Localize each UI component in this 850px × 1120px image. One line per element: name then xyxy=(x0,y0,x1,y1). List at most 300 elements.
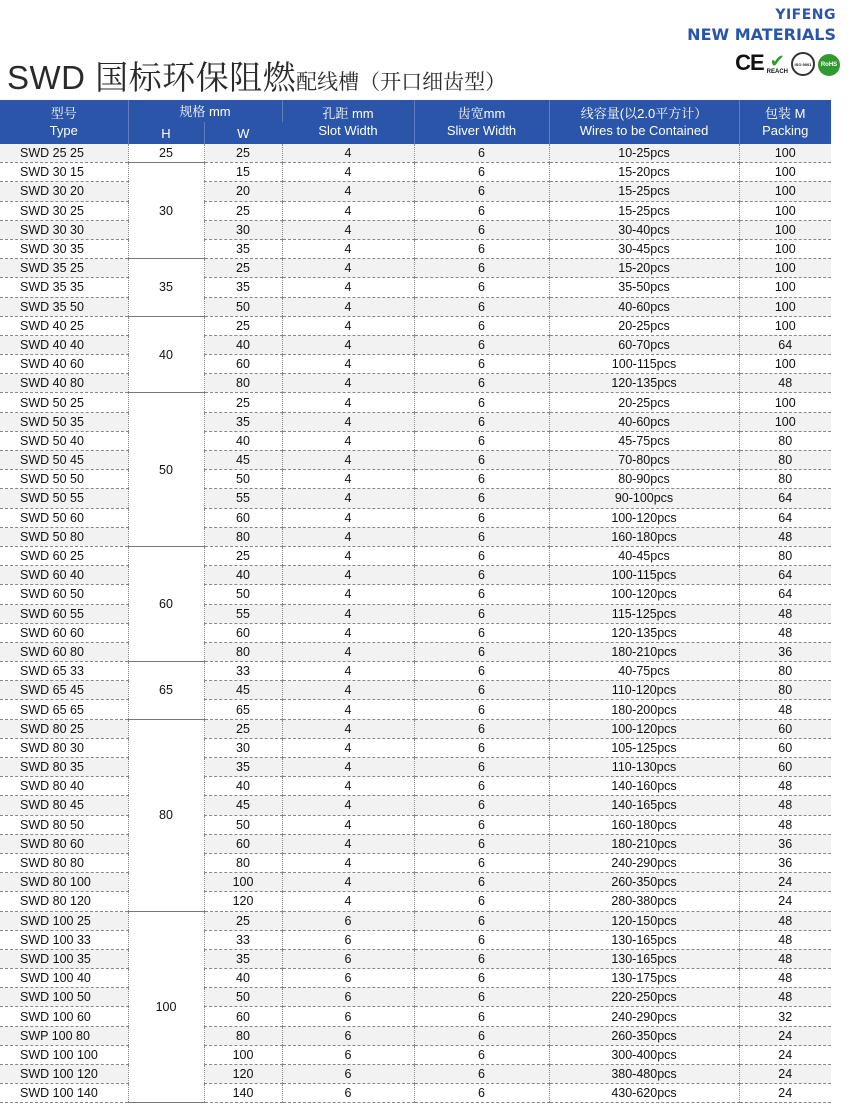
cell-w: 25 xyxy=(204,316,282,335)
brand-line2: NEW MATERIALS xyxy=(687,25,836,44)
table-row xyxy=(0,163,831,182)
cell-sliver: 6 xyxy=(414,508,549,527)
cell-type: SWD 50 40 xyxy=(0,431,128,450)
col-header-packing: 包装 M Packing xyxy=(739,100,831,144)
cell-sliver: 6 xyxy=(414,412,549,431)
table-row xyxy=(0,815,831,834)
cell-w: 55 xyxy=(204,604,282,623)
cell-wires: 380-480pcs xyxy=(549,1065,739,1084)
cell-pack: 100 xyxy=(739,412,831,431)
cell-w: 50 xyxy=(204,585,282,604)
cell-w: 15 xyxy=(204,163,282,182)
cell-pack: 80 xyxy=(739,662,831,681)
cell-wires: 15-25pcs xyxy=(549,182,739,201)
cell-slot: 4 xyxy=(282,393,414,412)
cell-wires: 160-180pcs xyxy=(549,527,739,546)
table-row xyxy=(0,988,831,1007)
cell-wires: 35-50pcs xyxy=(549,278,739,297)
table-row xyxy=(0,911,831,930)
cell-sliver: 6 xyxy=(414,969,549,988)
cell-type: SWD 60 50 xyxy=(0,585,128,604)
table-row xyxy=(0,1045,831,1064)
cell-pack: 24 xyxy=(739,1084,831,1103)
cell-wires: 60-70pcs xyxy=(549,335,739,354)
cell-pack: 36 xyxy=(739,853,831,872)
col-header-w: W xyxy=(204,122,282,144)
ce-mark-icon: CE xyxy=(735,50,764,75)
cell-pack: 100 xyxy=(739,259,831,278)
cell-sliver: 6 xyxy=(414,316,549,335)
cell-w: 33 xyxy=(204,662,282,681)
brand-logo xyxy=(687,7,836,44)
cell-sliver: 6 xyxy=(414,623,549,642)
cell-wires: 130-165pcs xyxy=(549,930,739,949)
table-row xyxy=(0,796,831,815)
cell-h-group: 35 xyxy=(128,259,204,317)
cell-slot: 6 xyxy=(282,911,414,930)
col-header-sliver: 齿宽mm Sliver Width xyxy=(414,100,549,144)
cell-wires: 180-200pcs xyxy=(549,700,739,719)
cell-pack: 48 xyxy=(739,988,831,1007)
cell-w: 35 xyxy=(204,758,282,777)
cell-sliver: 6 xyxy=(414,930,549,949)
cell-type: SWD 50 80 xyxy=(0,527,128,546)
cell-type: SWD 35 35 xyxy=(0,278,128,297)
cell-type: SWD 65 65 xyxy=(0,700,128,719)
cell-h-group: 30 xyxy=(128,163,204,259)
cell-wires: 20-25pcs xyxy=(549,316,739,335)
cell-type: SWD 80 35 xyxy=(0,758,128,777)
cell-wires: 280-380pcs xyxy=(549,892,739,911)
table-row xyxy=(0,566,831,585)
cell-sliver: 6 xyxy=(414,489,549,508)
cell-sliver: 6 xyxy=(414,815,549,834)
table-row xyxy=(0,700,831,719)
cell-type: SWD 60 40 xyxy=(0,566,128,585)
cell-type: SWD 30 15 xyxy=(0,163,128,182)
cell-type: SWD 80 120 xyxy=(0,892,128,911)
title-main: SWD 国标环保阻燃 xyxy=(7,59,297,96)
cell-wires: 105-125pcs xyxy=(549,738,739,757)
cell-w: 45 xyxy=(204,796,282,815)
cell-wires: 110-120pcs xyxy=(549,681,739,700)
cell-pack: 100 xyxy=(739,201,831,220)
table-row xyxy=(0,316,831,335)
cell-w: 80 xyxy=(204,527,282,546)
cell-pack: 48 xyxy=(739,969,831,988)
cell-w: 65 xyxy=(204,700,282,719)
cell-type: SWD 100 35 xyxy=(0,949,128,968)
cell-w: 40 xyxy=(204,431,282,450)
cell-w: 50 xyxy=(204,470,282,489)
cell-sliver: 6 xyxy=(414,355,549,374)
cell-slot: 4 xyxy=(282,374,414,393)
cell-w: 35 xyxy=(204,412,282,431)
cell-wires: 100-115pcs xyxy=(549,355,739,374)
table-row xyxy=(0,719,831,738)
cell-w: 40 xyxy=(204,777,282,796)
cell-wires: 30-40pcs xyxy=(549,220,739,239)
cell-type: SWD 25 25 xyxy=(0,144,128,163)
cell-slot: 4 xyxy=(282,412,414,431)
reach-icon: ✔ REACH xyxy=(766,51,788,75)
cell-w: 45 xyxy=(204,681,282,700)
cell-sliver: 6 xyxy=(414,949,549,968)
cell-slot: 4 xyxy=(282,662,414,681)
cell-w: 100 xyxy=(204,873,282,892)
cell-type: SWD 80 25 xyxy=(0,719,128,738)
cell-wires: 240-290pcs xyxy=(549,1007,739,1026)
cell-pack: 80 xyxy=(739,431,831,450)
cell-type: SWD 60 60 xyxy=(0,623,128,642)
cell-type: SWD 40 25 xyxy=(0,316,128,335)
table-row xyxy=(0,412,831,431)
cell-type: SWD 40 60 xyxy=(0,355,128,374)
cell-wires: 120-150pcs xyxy=(549,911,739,930)
cell-w: 80 xyxy=(204,1026,282,1045)
cell-sliver: 6 xyxy=(414,585,549,604)
cell-wires: 100-115pcs xyxy=(549,566,739,585)
cell-pack: 60 xyxy=(739,758,831,777)
table-row xyxy=(0,144,831,163)
cell-w: 120 xyxy=(204,892,282,911)
cell-pack: 36 xyxy=(739,834,831,853)
table-row xyxy=(0,949,831,968)
table-row xyxy=(0,374,831,393)
cell-sliver: 6 xyxy=(414,738,549,757)
cell-pack: 80 xyxy=(739,451,831,470)
cell-slot: 4 xyxy=(282,796,414,815)
cell-slot: 4 xyxy=(282,873,414,892)
cell-w: 35 xyxy=(204,949,282,968)
cell-w: 25 xyxy=(204,393,282,412)
table-row xyxy=(0,604,831,623)
cell-slot: 4 xyxy=(282,527,414,546)
table-row xyxy=(0,642,831,661)
cell-sliver: 6 xyxy=(414,201,549,220)
cell-slot: 4 xyxy=(282,316,414,335)
cell-slot: 4 xyxy=(282,201,414,220)
brand-line1: YIFENG xyxy=(775,7,836,23)
cell-sliver: 6 xyxy=(414,566,549,585)
cell-type: SWD 100 40 xyxy=(0,969,128,988)
cell-wires: 80-90pcs xyxy=(549,470,739,489)
cell-wires: 15-20pcs xyxy=(549,259,739,278)
cell-type: SWD 50 25 xyxy=(0,393,128,412)
cell-sliver: 6 xyxy=(414,1084,549,1103)
cell-sliver: 6 xyxy=(414,892,549,911)
cell-w: 25 xyxy=(204,546,282,565)
cell-pack: 64 xyxy=(739,585,831,604)
cell-sliver: 6 xyxy=(414,546,549,565)
cell-pack: 48 xyxy=(739,930,831,949)
cell-slot: 4 xyxy=(282,278,414,297)
table-row xyxy=(0,489,831,508)
table-row xyxy=(0,853,831,872)
cell-type: SWD 100 25 xyxy=(0,911,128,930)
cell-type: SWD 100 140 xyxy=(0,1084,128,1103)
cell-wires: 15-20pcs xyxy=(549,163,739,182)
cell-wires: 90-100pcs xyxy=(549,489,739,508)
cell-sliver: 6 xyxy=(414,988,549,1007)
cell-wires: 30-45pcs xyxy=(549,239,739,258)
cell-w: 60 xyxy=(204,355,282,374)
cell-pack: 100 xyxy=(739,393,831,412)
cell-type: SWD 100 60 xyxy=(0,1007,128,1026)
cell-wires: 45-75pcs xyxy=(549,431,739,450)
cell-type: SWD 50 35 xyxy=(0,412,128,431)
table-row xyxy=(0,259,831,278)
table-row xyxy=(0,451,831,470)
cell-wires: 180-210pcs xyxy=(549,642,739,661)
certification-marks xyxy=(735,50,840,76)
cell-pack: 100 xyxy=(739,163,831,182)
cell-wires: 70-80pcs xyxy=(549,451,739,470)
cell-wires: 40-75pcs xyxy=(549,662,739,681)
cell-type: SWD 80 100 xyxy=(0,873,128,892)
cell-pack: 48 xyxy=(739,374,831,393)
cell-w: 35 xyxy=(204,278,282,297)
cell-sliver: 6 xyxy=(414,182,549,201)
cell-sliver: 6 xyxy=(414,834,549,853)
cell-type: SWD 35 50 xyxy=(0,297,128,316)
cell-h-group: 100 xyxy=(128,911,204,1103)
table-row xyxy=(0,278,831,297)
cell-slot: 4 xyxy=(282,470,414,489)
cell-slot: 4 xyxy=(282,297,414,316)
cell-pack: 100 xyxy=(739,297,831,316)
table-row xyxy=(0,431,831,450)
cell-slot: 4 xyxy=(282,853,414,872)
cell-slot: 4 xyxy=(282,335,414,354)
cell-pack: 100 xyxy=(739,355,831,374)
cell-type: SWD 80 80 xyxy=(0,853,128,872)
cell-wires: 130-175pcs xyxy=(549,969,739,988)
col-header-h: H xyxy=(128,122,204,144)
cell-sliver: 6 xyxy=(414,144,549,163)
cell-pack: 24 xyxy=(739,1065,831,1084)
rohs-icon xyxy=(818,54,840,76)
cell-slot: 4 xyxy=(282,566,414,585)
table-row xyxy=(0,585,831,604)
page-title xyxy=(7,52,506,99)
cell-slot: 6 xyxy=(282,1045,414,1064)
table-row xyxy=(0,1065,831,1084)
cell-pack: 24 xyxy=(739,873,831,892)
cell-wires: 10-25pcs xyxy=(549,144,739,163)
cell-type: SWD 40 80 xyxy=(0,374,128,393)
cell-sliver: 6 xyxy=(414,470,549,489)
title-sub: 配线槽（开口细齿型） xyxy=(296,71,507,94)
cell-sliver: 6 xyxy=(414,297,549,316)
cell-slot: 4 xyxy=(282,546,414,565)
cell-type: SWD 80 40 xyxy=(0,777,128,796)
col-header-wires: 线容量(以2.0平方计） Wires to be Contained xyxy=(549,100,739,144)
cell-pack: 24 xyxy=(739,1045,831,1064)
cell-w: 100 xyxy=(204,1045,282,1064)
cell-w: 40 xyxy=(204,566,282,585)
cell-slot: 6 xyxy=(282,969,414,988)
cell-slot: 6 xyxy=(282,1007,414,1026)
table-row xyxy=(0,873,831,892)
cell-wires: 140-160pcs xyxy=(549,777,739,796)
cell-pack: 48 xyxy=(739,911,831,930)
cell-sliver: 6 xyxy=(414,604,549,623)
cell-pack: 48 xyxy=(739,527,831,546)
table-row xyxy=(0,393,831,412)
cell-h-group: 25 xyxy=(128,144,204,163)
cell-slot: 6 xyxy=(282,1026,414,1045)
cell-wires: 100-120pcs xyxy=(549,585,739,604)
cell-w: 60 xyxy=(204,508,282,527)
cell-type: SWD 30 30 xyxy=(0,220,128,239)
cell-slot: 4 xyxy=(282,220,414,239)
cell-pack: 60 xyxy=(739,738,831,757)
cell-pack: 48 xyxy=(739,796,831,815)
cell-pack: 64 xyxy=(739,508,831,527)
table-row xyxy=(0,527,831,546)
cell-slot: 6 xyxy=(282,1065,414,1084)
cell-wires: 130-165pcs xyxy=(549,949,739,968)
table-row xyxy=(0,892,831,911)
cell-type: SWD 30 25 xyxy=(0,201,128,220)
table-row xyxy=(0,930,831,949)
table-row xyxy=(0,681,831,700)
cell-wires: 40-60pcs xyxy=(549,297,739,316)
cell-wires: 15-25pcs xyxy=(549,201,739,220)
cell-slot: 4 xyxy=(282,758,414,777)
table-row xyxy=(0,470,831,489)
cell-wires: 140-165pcs xyxy=(549,796,739,815)
cell-type: SWD 50 50 xyxy=(0,470,128,489)
cell-slot: 4 xyxy=(282,719,414,738)
cell-w: 80 xyxy=(204,853,282,872)
cell-type: SWD 60 80 xyxy=(0,642,128,661)
cell-pack: 48 xyxy=(739,815,831,834)
cell-pack: 80 xyxy=(739,546,831,565)
cell-sliver: 6 xyxy=(414,163,549,182)
cell-type: SWD 65 33 xyxy=(0,662,128,681)
cell-w: 140 xyxy=(204,1084,282,1103)
cell-wires: 160-180pcs xyxy=(549,815,739,834)
cell-h-group: 65 xyxy=(128,662,204,720)
cell-wires: 240-290pcs xyxy=(549,853,739,872)
cell-slot: 6 xyxy=(282,1084,414,1103)
cell-sliver: 6 xyxy=(414,700,549,719)
cell-slot: 6 xyxy=(282,930,414,949)
cell-pack: 100 xyxy=(739,220,831,239)
cell-type: SWD 100 33 xyxy=(0,930,128,949)
table-row xyxy=(0,182,831,201)
cell-sliver: 6 xyxy=(414,220,549,239)
cell-slot: 4 xyxy=(282,777,414,796)
cell-pack: 80 xyxy=(739,470,831,489)
cell-slot: 4 xyxy=(282,738,414,757)
cell-sliver: 6 xyxy=(414,1065,549,1084)
cell-pack: 48 xyxy=(739,777,831,796)
cell-wires: 40-45pcs xyxy=(549,546,739,565)
cell-slot: 4 xyxy=(282,182,414,201)
table-row xyxy=(0,1084,831,1103)
cell-pack: 100 xyxy=(739,316,831,335)
cell-pack: 48 xyxy=(739,700,831,719)
table-row xyxy=(0,1026,831,1045)
cell-slot: 4 xyxy=(282,239,414,258)
cell-sliver: 6 xyxy=(414,642,549,661)
cell-sliver: 6 xyxy=(414,374,549,393)
cell-w: 50 xyxy=(204,815,282,834)
table-row xyxy=(0,777,831,796)
cell-type: SWD 60 25 xyxy=(0,546,128,565)
cell-w: 25 xyxy=(204,911,282,930)
cell-w: 25 xyxy=(204,719,282,738)
cell-wires: 100-120pcs xyxy=(549,508,739,527)
cell-type: SWD 30 35 xyxy=(0,239,128,258)
cell-type: SWD 80 60 xyxy=(0,834,128,853)
cell-sliver: 6 xyxy=(414,853,549,872)
cell-wires: 220-250pcs xyxy=(549,988,739,1007)
cell-type: SWD 50 45 xyxy=(0,451,128,470)
cell-sliver: 6 xyxy=(414,393,549,412)
cell-wires: 430-620pcs xyxy=(549,1084,739,1103)
cell-slot: 4 xyxy=(282,431,414,450)
cell-w: 30 xyxy=(204,220,282,239)
cell-sliver: 6 xyxy=(414,335,549,354)
table-row xyxy=(0,546,831,565)
cell-w: 60 xyxy=(204,623,282,642)
cell-type: SWD 100 120 xyxy=(0,1065,128,1084)
cell-slot: 4 xyxy=(282,451,414,470)
cell-wires: 120-135pcs xyxy=(549,374,739,393)
cell-sliver: 6 xyxy=(414,681,549,700)
cell-wires: 260-350pcs xyxy=(549,873,739,892)
cell-pack: 24 xyxy=(739,892,831,911)
cell-slot: 4 xyxy=(282,144,414,163)
cell-sliver: 6 xyxy=(414,796,549,815)
cell-wires: 300-400pcs xyxy=(549,1045,739,1064)
cell-wires: 260-350pcs xyxy=(549,1026,739,1045)
cell-pack: 80 xyxy=(739,681,831,700)
cell-wires: 110-130pcs xyxy=(549,758,739,777)
cell-type: SWD 65 45 xyxy=(0,681,128,700)
cell-wires: 100-120pcs xyxy=(549,719,739,738)
cell-h-group: 80 xyxy=(128,719,204,911)
col-header-type: 型号 Type xyxy=(0,100,128,144)
cell-sliver: 6 xyxy=(414,719,549,738)
cell-slot: 4 xyxy=(282,623,414,642)
cell-wires: 180-210pcs xyxy=(549,834,739,853)
cell-pack: 48 xyxy=(739,604,831,623)
table-row xyxy=(0,239,831,258)
table-row xyxy=(0,201,831,220)
cell-type: SWD 100 50 xyxy=(0,988,128,1007)
cell-w: 40 xyxy=(204,969,282,988)
cell-type: SWD 50 60 xyxy=(0,508,128,527)
cell-type: SWD 100 100 xyxy=(0,1045,128,1064)
cell-pack: 64 xyxy=(739,489,831,508)
cell-slot: 4 xyxy=(282,642,414,661)
cell-pack: 100 xyxy=(739,144,831,163)
cell-wires: 115-125pcs xyxy=(549,604,739,623)
cell-w: 40 xyxy=(204,335,282,354)
cell-sliver: 6 xyxy=(414,662,549,681)
cell-sliver: 6 xyxy=(414,873,549,892)
table-row xyxy=(0,1007,831,1026)
cell-type: SWD 40 40 xyxy=(0,335,128,354)
cell-w: 33 xyxy=(204,930,282,949)
table-row xyxy=(0,623,831,642)
table-row xyxy=(0,335,831,354)
